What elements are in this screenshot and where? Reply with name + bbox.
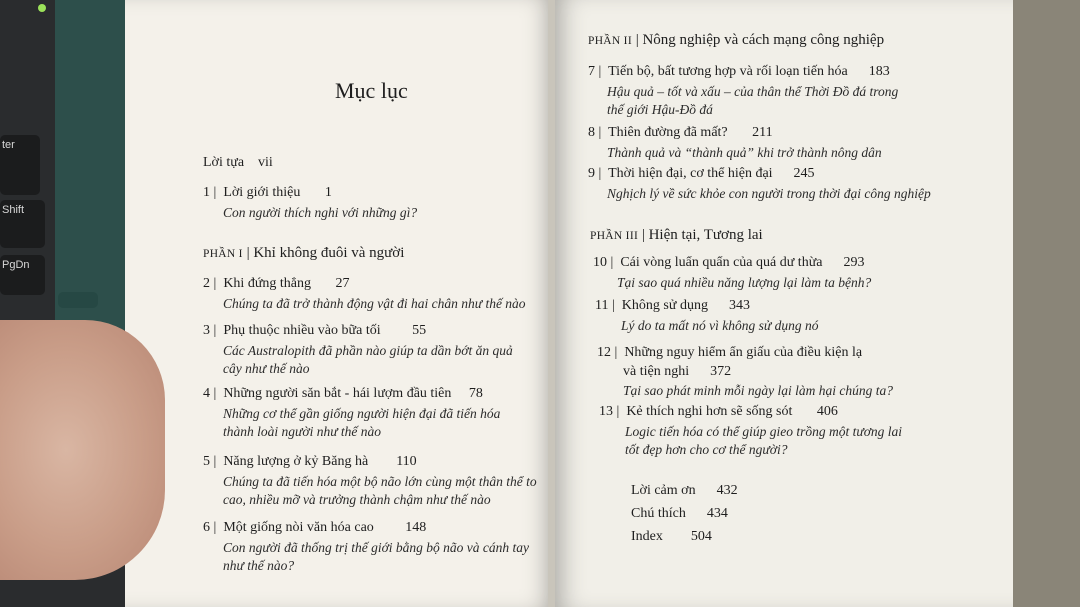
entry-label: Kẻ thích nghi hơn sẽ sống sót <box>626 404 793 419</box>
entry-subtitle: Chúng ta đã trở thành động vật đi hai chân như thế nào <box>223 296 526 311</box>
entry-subtitle: thành loài người như thế nào <box>223 424 382 439</box>
toc-entry-3: 3 | Phụ thuộc nhiều vào bữa tối 55 <box>203 323 427 338</box>
entry-subtitle: Tại sao quá nhiều năng lượng lại làm ta bệnh? <box>617 275 872 290</box>
entry-page: 55 <box>412 323 427 338</box>
entry-number: 6 <box>203 520 210 535</box>
key-label: PgDn <box>2 259 30 271</box>
toc-preface <box>203 155 273 171</box>
entry-subtitle: Thành quả và “thành quả” khi trở thành nông dân <box>607 145 882 160</box>
part-heading-1: PHẦN I | Khỉ không đuôi và người <box>203 245 405 261</box>
part-tag: PHẦN III <box>590 230 639 242</box>
entry-subtitle: Các Australopith đã phần nào giúp ta dần bớt ăn quả <box>223 343 513 358</box>
entry-label: Chú thích <box>631 506 686 521</box>
entry-number: 2 <box>203 276 210 291</box>
part-title: Khỉ không đuôi và người <box>253 245 405 261</box>
entry-label: Tiến bộ, bất tương hợp và rối loạn tiến hóa <box>608 64 848 79</box>
entry-page: 434 <box>706 506 728 521</box>
entry-page: 183 <box>868 64 890 79</box>
toc-notes <box>631 506 728 522</box>
entry-label: Một giống nòi văn hóa cao <box>223 520 374 535</box>
entry-subtitle: như thế nào? <box>223 558 295 573</box>
part-tag: PHẦN II <box>588 35 632 47</box>
toc-entry-8: 8 | Thiên đường đã mất? 211 <box>588 125 773 140</box>
toc-entry-4: 4 | Những người săn bắt - hái lượm đầu tiên 78 <box>203 386 483 401</box>
page-title: Mục lục <box>335 78 408 103</box>
entry-number: 8 <box>588 125 595 140</box>
pgdn-key <box>0 255 45 295</box>
part-heading-3: PHẦN III | Hiện tại, Tương lai <box>590 227 763 243</box>
entry-number: 11 <box>595 298 609 313</box>
entry-page: 1 <box>324 185 332 200</box>
toc-entry-12: 12 | Những nguy hiểm ẩn giấu của điều kiện lạ <box>597 345 863 360</box>
left-page <box>125 0 555 607</box>
toc-entry-11: 11 | Không sử dụng 343 <box>595 298 750 313</box>
part-tag: PHẦN I <box>203 248 243 260</box>
entry-page: 293 <box>843 255 865 270</box>
entry-subtitle: Lý do ta mất nó vì không sử dụng nó <box>621 318 819 333</box>
entry-label: Lời cảm ơn <box>631 483 696 498</box>
entry-label: Thời hiện đại, cơ thể hiện đại <box>608 166 773 181</box>
entry-label: Index <box>631 529 663 544</box>
desk <box>1010 0 1080 607</box>
entry-number: 10 <box>593 255 607 270</box>
toc-entry-9: 9 | Thời hiện đại, cơ thể hiện đại 245 <box>588 166 815 181</box>
entry-number: 1 <box>203 185 210 200</box>
entry-subtitle: Hậu quả – tốt và xấu – của thân thể Thời Đồ đá trong <box>607 84 899 99</box>
entry-page: vii <box>258 155 273 170</box>
part-heading-2: PHẦN II | Nông nghiệp và cách mạng công nghiệp <box>588 32 885 48</box>
entry-page: 211 <box>752 125 773 140</box>
toc-entry-5: 5 | Năng lượng ở kỷ Băng hà 110 <box>203 454 417 469</box>
entry-subtitle: Nghịch lý về sức khỏe con người trong thời đại công nghiệp <box>607 186 931 201</box>
entry-label: Phụ thuộc nhiều vào bữa tối <box>223 323 381 338</box>
toc-entry-2: 2 | Khi đứng thẳng 27 <box>203 276 350 291</box>
entry-subtitle: cây như thế nào <box>223 361 310 376</box>
entry-label: Lời tựa <box>203 155 245 170</box>
key-label: ter <box>2 139 15 151</box>
entry-page: 504 <box>690 529 712 544</box>
entry-subtitle: tốt đẹp hơn cho cơ thể người? <box>625 442 788 457</box>
entry-subtitle: thế giới Hậu-Đồ đá <box>607 102 713 117</box>
part-title: Hiện tại, Tương lai <box>648 227 763 243</box>
entry-subtitle: Logic tiến hóa có thể giúp gieo trồng một tương lai <box>625 424 903 439</box>
entry-label: Khi đứng thẳng <box>223 276 312 291</box>
entry-subtitle: Con người thích nghi với những gì? <box>223 205 418 220</box>
toc-entry-12-continued <box>623 364 731 380</box>
part-title: Nông nghiệp và cách mạng công nghiệp <box>642 32 885 48</box>
power-led <box>38 4 46 12</box>
entry-subtitle: Con người đã thống trị thế giới bằng bộ não và cánh tay <box>223 540 530 555</box>
entry-number: 13 <box>599 404 613 419</box>
entry-subtitle: Chúng ta đã tiến hóa một bộ não lớn cùng một thân thể to <box>223 474 537 489</box>
entry-label: Không sử dụng <box>621 298 708 313</box>
toc-index <box>631 529 712 545</box>
right-page <box>555 0 1013 607</box>
entry-label: Lời giới thiệu <box>223 185 301 200</box>
key-label: Shift <box>2 204 25 216</box>
entry-label: và tiện nghi <box>623 364 690 379</box>
toc-acknowledgements <box>631 483 738 499</box>
enter-key <box>0 135 40 195</box>
entry-label: Những người săn bắt - hái lượm đầu tiên <box>223 386 452 401</box>
entry-page: 372 <box>710 364 732 379</box>
hand <box>0 320 165 580</box>
entry-number: 5 <box>203 454 210 469</box>
entry-page: 406 <box>816 404 838 419</box>
entry-page: 245 <box>793 166 815 181</box>
toc-entry-7: 7 | Tiến bộ, bất tương hợp và rối loạn tiến hóa 183 <box>588 64 890 79</box>
entry-label: Cái vòng luẩn quẩn của quá dư thừa <box>620 255 823 270</box>
toc-entry-13: 13 | Kẻ thích nghi hơn sẽ sống sót 406 <box>599 404 838 419</box>
entry-subtitle: Những cơ thể gần giống người hiện đại đã tiến hóa <box>223 406 501 421</box>
entry-page: 110 <box>396 454 417 469</box>
entry-page: 78 <box>468 386 483 401</box>
shift-key <box>0 200 45 248</box>
toc-entry-6: 6 | Một giống nòi văn hóa cao 148 <box>203 520 427 535</box>
entry-label: Những nguy hiểm ẩn giấu của điều kiện lạ <box>624 345 863 360</box>
entry-number: 3 <box>203 323 210 338</box>
entry-number: 9 <box>588 166 595 181</box>
toc-entry-10: 10 | Cái vòng luẩn quẩn của quá dư thừa 293 <box>593 255 865 270</box>
entry-label: Năng lượng ở kỷ Băng hà <box>223 454 369 469</box>
entry-page: 432 <box>716 483 738 498</box>
cutting-mat <box>55 0 130 330</box>
toc-entry-1: 1 | Lời giới thiệu 1 <box>203 185 332 200</box>
entry-subtitle: Tại sao phát minh mỗi ngày lại làm hại chúng ta? <box>623 383 893 398</box>
entry-subtitle: cao, nhiều mỡ và trưởng thành chậm như thế nào <box>223 492 491 507</box>
entry-label: Thiên đường đã mất? <box>608 125 728 140</box>
entry-number: 12 <box>597 345 611 360</box>
entry-page: 27 <box>335 276 350 291</box>
entry-number: 4 <box>203 386 210 401</box>
entry-page: 148 <box>405 520 427 535</box>
entry-number: 7 <box>588 64 595 79</box>
entry-page: 343 <box>728 298 750 313</box>
